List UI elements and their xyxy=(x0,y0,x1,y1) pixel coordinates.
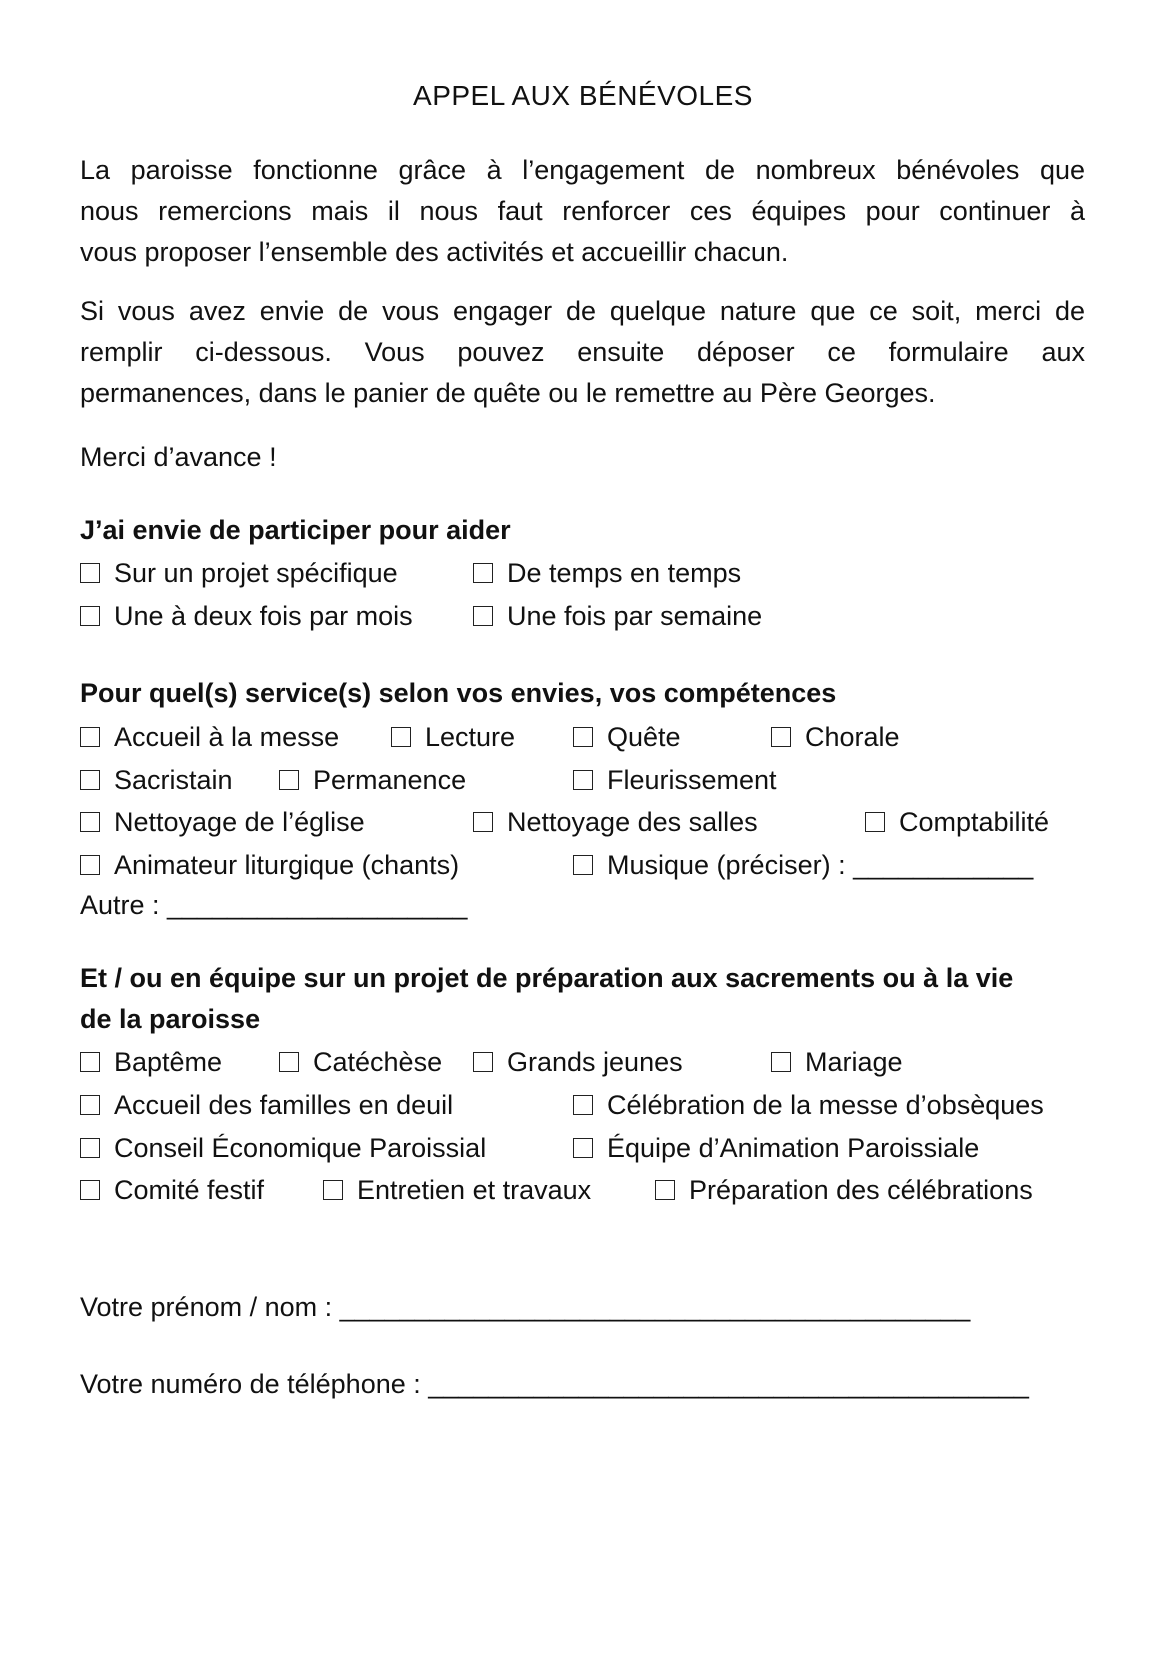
services-heading: Pour quel(s) service(s) selon vos envies, vos compétences xyxy=(80,678,837,708)
checkbox-office-duty[interactable] xyxy=(279,763,466,797)
checkbox-funeral-mass[interactable] xyxy=(573,1088,1044,1122)
checkbox-pastoral-team[interactable] xyxy=(573,1131,979,1165)
checkbox-room-cleaning[interactable] xyxy=(473,805,758,839)
checkbox-icon xyxy=(473,1052,493,1072)
checkbox-label: Animateur liturgique (chants) xyxy=(114,850,460,880)
teams-heading-line1: Et / ou en équipe sur un projet de préparation aux sacrements ou à la vie xyxy=(80,963,1014,993)
checkbox-icon xyxy=(573,770,593,790)
name-field[interactable]: Votre prénom / nom : __________________________________________ xyxy=(80,1292,971,1322)
checkbox-music[interactable] xyxy=(573,848,1033,882)
checkbox-label: Comptabilité xyxy=(899,807,1050,837)
checkbox-from-time-to-time[interactable] xyxy=(473,556,741,590)
thanks-text: Merci d’avance ! xyxy=(80,442,277,472)
checkbox-icon xyxy=(771,1052,791,1072)
checkbox-economic-council[interactable] xyxy=(80,1131,486,1165)
checkbox-church-cleaning[interactable] xyxy=(80,805,365,839)
checkbox-label: Fleurissement xyxy=(607,765,777,795)
checkbox-icon xyxy=(771,727,791,747)
checkbox-label: Nettoyage de l’église xyxy=(114,807,365,837)
checkbox-label: Mariage xyxy=(805,1047,903,1077)
checkbox-marriage[interactable] xyxy=(771,1045,903,1079)
checkbox-icon xyxy=(80,770,100,790)
checkbox-collection[interactable] xyxy=(573,720,681,754)
checkbox-label: Chorale xyxy=(805,722,900,752)
checkbox-label: Accueil des familles en deuil xyxy=(114,1090,454,1120)
intro-line: La paroisse fonctionne grâce à l’engagement de nombreux bénévoles que xyxy=(80,155,1085,185)
checkbox-sacristan[interactable] xyxy=(80,763,233,797)
checkbox-label: Préparation des célébrations xyxy=(689,1175,1033,1205)
phone-field[interactable]: Votre numéro de téléphone : ________________________________________ xyxy=(80,1369,1029,1399)
checkbox-icon xyxy=(573,1095,593,1115)
checkbox-label: Quête xyxy=(607,722,681,752)
checkbox-icon xyxy=(279,1052,299,1072)
checkbox-icon xyxy=(323,1180,343,1200)
checkbox-youth[interactable] xyxy=(473,1045,683,1079)
checkbox-label: Une à deux fois par mois xyxy=(114,601,413,631)
checkbox-label: Baptême xyxy=(114,1047,223,1077)
checkbox-label: Équipe d’Animation Paroissiale xyxy=(607,1133,980,1163)
checkbox-bereaved-families[interactable] xyxy=(80,1088,453,1122)
checkbox-reading[interactable] xyxy=(391,720,515,754)
checkbox-label: Musique (préciser) : ____________ xyxy=(607,850,1034,880)
checkbox-icon xyxy=(80,1052,100,1072)
checkbox-icon xyxy=(865,812,885,832)
checkbox-label: Une fois par semaine xyxy=(507,601,763,631)
instructions-line: Si vous avez envie de vous engager de quelque nature que ce soit, merci de xyxy=(80,296,1085,326)
checkbox-specific-project[interactable] xyxy=(80,556,398,590)
checkbox-label: Lecture xyxy=(425,722,516,752)
checkbox-welcome-mass[interactable] xyxy=(80,720,339,754)
checkbox-icon xyxy=(573,727,593,747)
intro-paragraph xyxy=(80,150,1085,273)
instructions-line: remplir ci-dessous. Vous pouvez ensuite déposer ce formulaire aux xyxy=(80,337,1085,367)
checkbox-icon xyxy=(80,606,100,626)
instructions-line: permanences, dans le panier de quête ou le remettre au Père Georges. xyxy=(80,378,936,408)
checkbox-celebration-prep[interactable] xyxy=(655,1173,1033,1207)
intro-line: nous remercions mais il nous faut renforcer ces équipes pour continuer à xyxy=(80,196,1085,226)
checkbox-label: Grands jeunes xyxy=(507,1047,683,1077)
checkbox-flowers[interactable] xyxy=(573,763,777,797)
checkbox-icon xyxy=(80,855,100,875)
checkbox-label: Sacristain xyxy=(114,765,233,795)
checkbox-accounting[interactable] xyxy=(865,805,1049,839)
checkbox-label: Entretien et travaux xyxy=(357,1175,592,1205)
checkbox-icon xyxy=(655,1180,675,1200)
checkbox-icon xyxy=(573,855,593,875)
other-service-field[interactable]: Autre : ____________________ xyxy=(80,890,468,920)
checkbox-once-week[interactable] xyxy=(473,599,762,633)
checkbox-label: Conseil Économique Paroissial xyxy=(114,1133,487,1163)
checkbox-icon xyxy=(80,1138,100,1158)
page-title: APPEL AUX BÉNÉVOLES xyxy=(413,80,753,111)
checkbox-label: Comité festif xyxy=(114,1175,265,1205)
checkbox-baptism[interactable] xyxy=(80,1045,222,1079)
checkbox-icon xyxy=(80,812,100,832)
checkbox-icon xyxy=(80,1095,100,1115)
checkbox-label: Catéchèse xyxy=(313,1047,443,1077)
teams-heading-line2: de la paroisse xyxy=(80,1004,261,1034)
intro-line: vous proposer l’ensemble des activités et accueillir chacun. xyxy=(80,237,789,267)
checkbox-label: De temps en temps xyxy=(507,558,742,588)
frequency-heading: J’ai envie de participer pour aider xyxy=(80,515,511,545)
checkbox-festive-committee[interactable] xyxy=(80,1173,264,1207)
checkbox-catechesis[interactable] xyxy=(279,1045,442,1079)
checkbox-label: Permanence xyxy=(313,765,467,795)
checkbox-icon xyxy=(473,563,493,583)
checkbox-maintenance[interactable] xyxy=(323,1173,591,1207)
checkbox-label: Célébration de la messe d’obsèques xyxy=(607,1090,1044,1120)
checkbox-icon xyxy=(80,1180,100,1200)
checkbox-icon xyxy=(391,727,411,747)
checkbox-label: Accueil à la messe xyxy=(114,722,340,752)
checkbox-icon xyxy=(473,606,493,626)
checkbox-label: Nettoyage des salles xyxy=(507,807,758,837)
checkbox-once-twice-month[interactable] xyxy=(80,599,413,633)
checkbox-icon xyxy=(473,812,493,832)
checkbox-icon xyxy=(279,770,299,790)
checkbox-label: Sur un projet spécifique xyxy=(114,558,398,588)
checkbox-icon xyxy=(80,563,100,583)
checkbox-liturgical-host[interactable] xyxy=(80,848,459,882)
checkbox-icon xyxy=(573,1138,593,1158)
checkbox-choir[interactable] xyxy=(771,720,900,754)
checkbox-icon xyxy=(80,727,100,747)
instructions-paragraph xyxy=(80,291,1085,414)
